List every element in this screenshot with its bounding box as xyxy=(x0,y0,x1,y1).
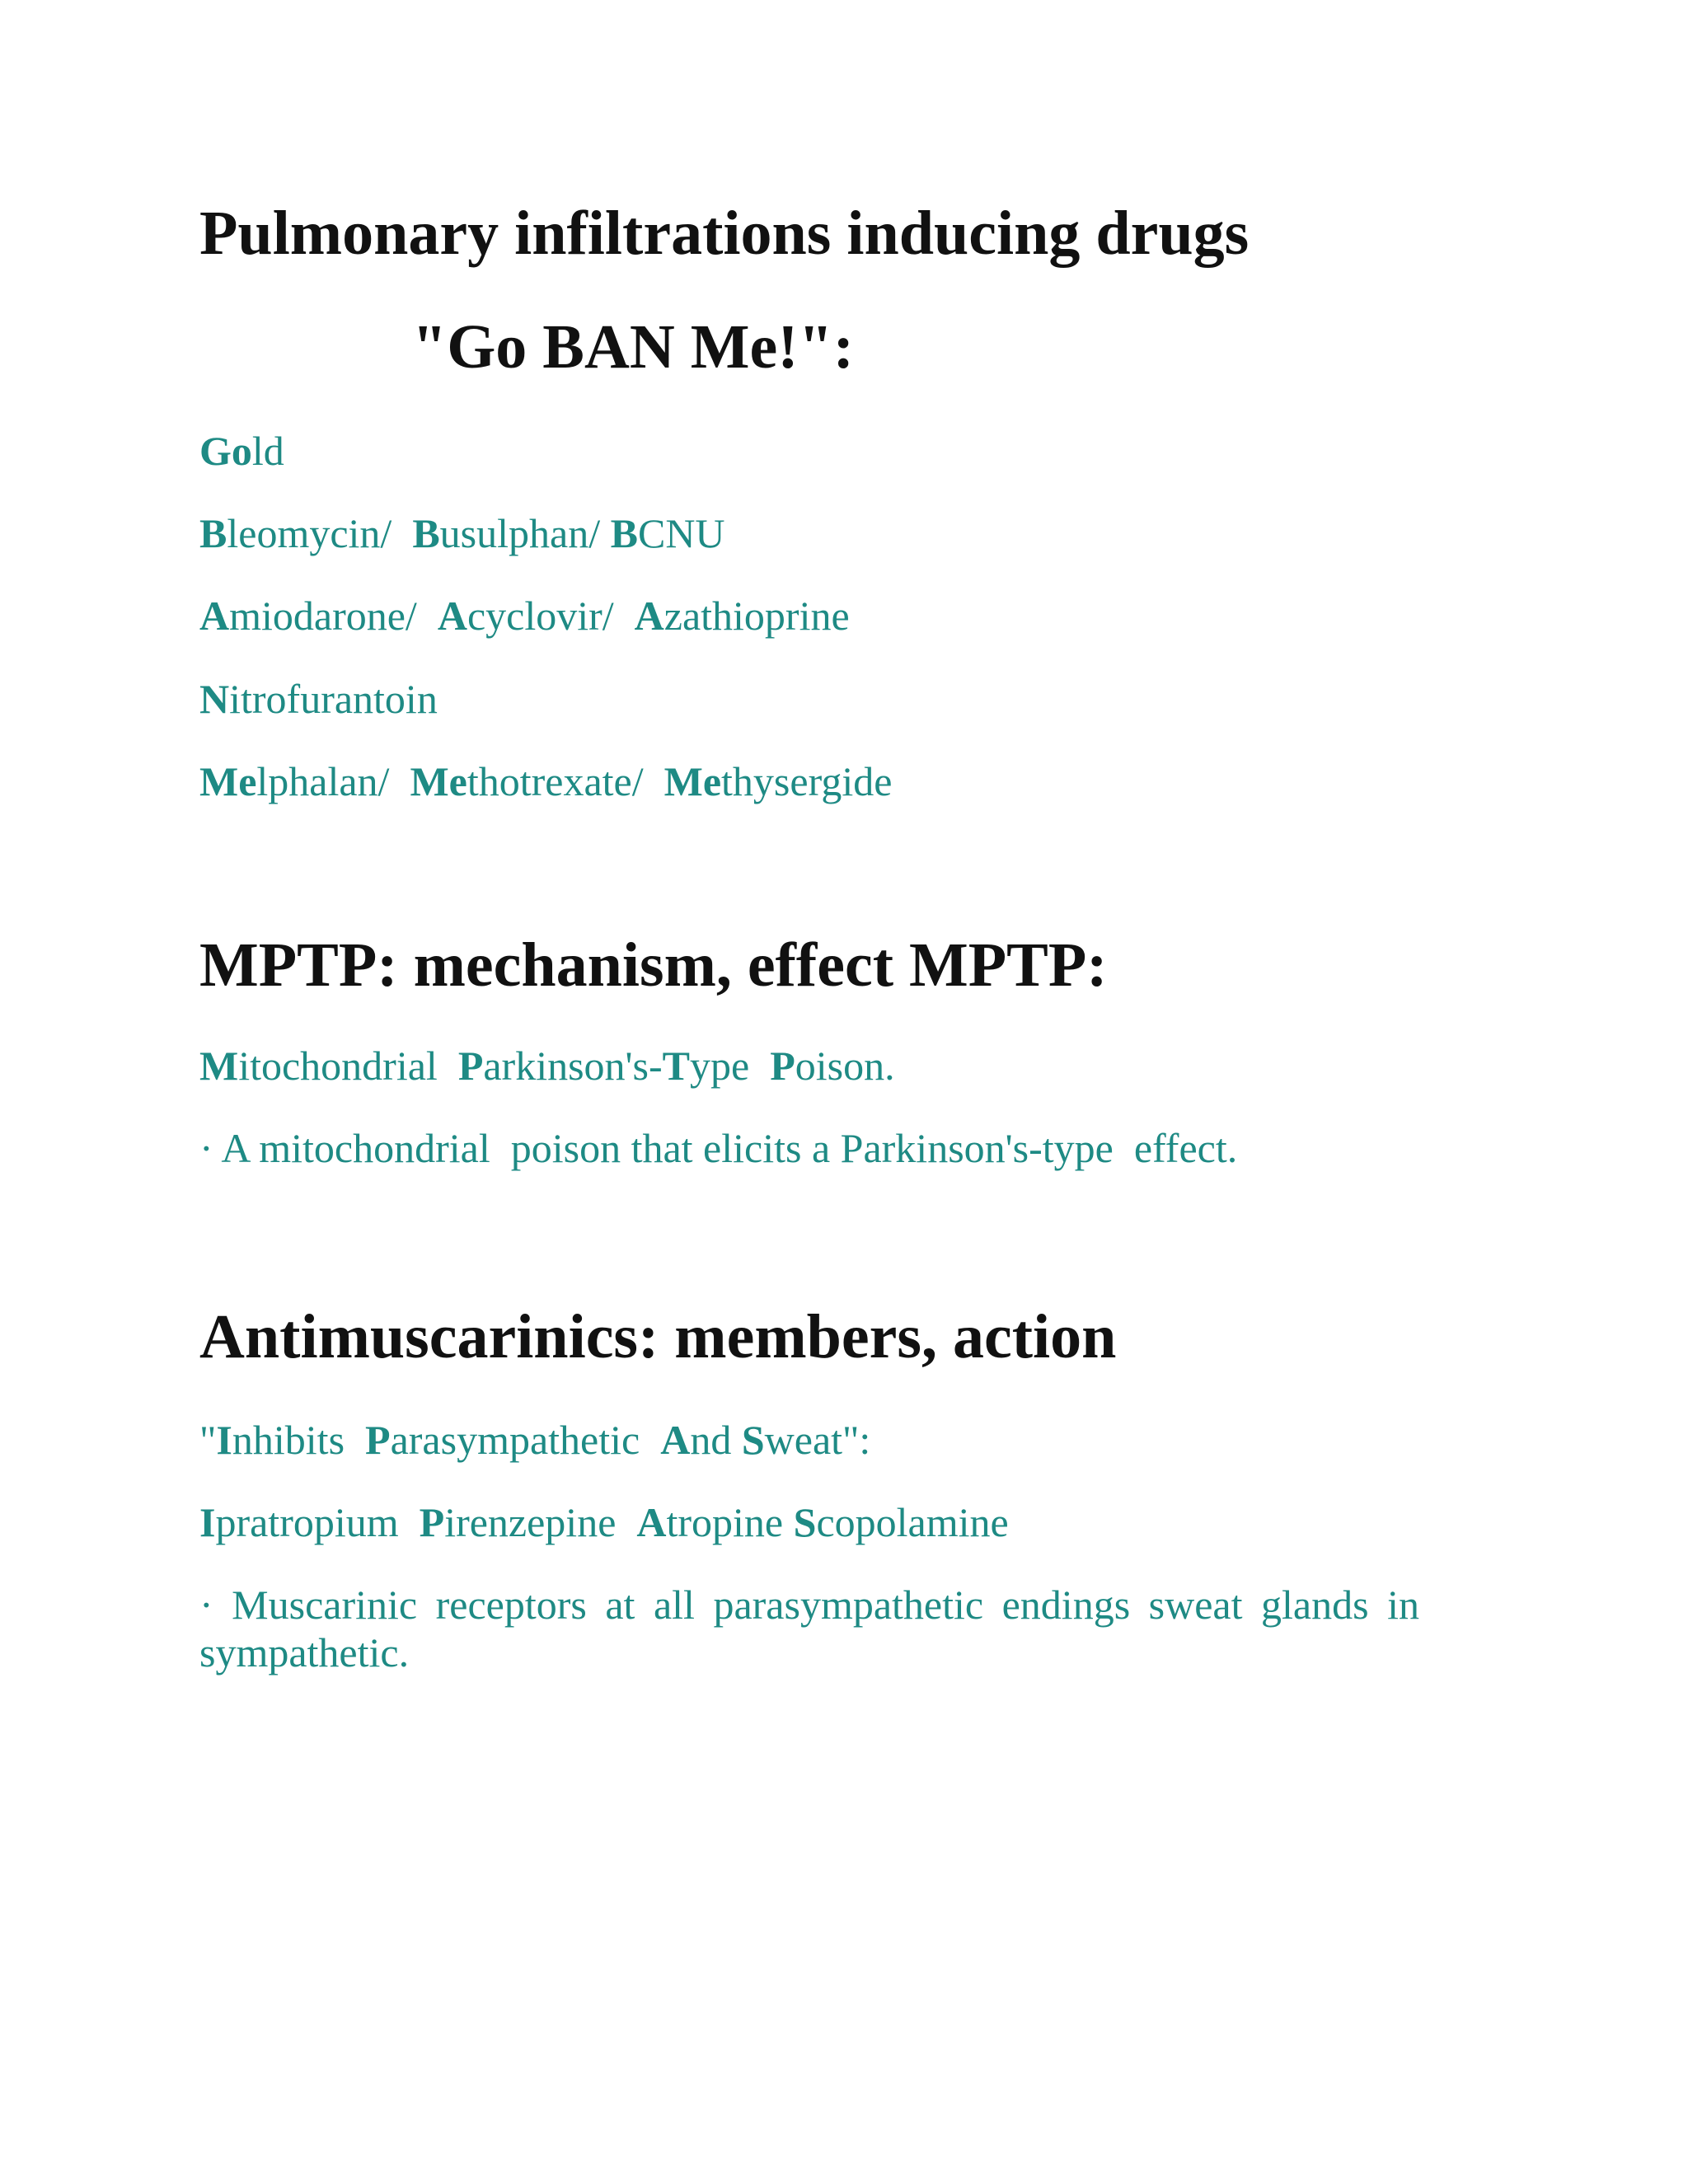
mnemonic-letter: A xyxy=(199,593,230,639)
description-line xyxy=(199,1127,1237,1169)
mnemonic-letter: P xyxy=(457,1043,484,1089)
text-segment: · A mitochondrial poison that elicits a Parkinson's-type effect. xyxy=(199,1125,1238,1171)
mnemonic-line xyxy=(199,428,284,474)
mnemonic-line xyxy=(199,1499,1009,1545)
mnemonic-line xyxy=(199,758,893,804)
mnemonic-letter: Me xyxy=(663,758,722,804)
text-segment: itrofurantoin xyxy=(229,676,438,722)
text-segment: arasympathetic xyxy=(390,1417,661,1463)
text-segment: cyclovir/ xyxy=(467,593,635,639)
mnemonic-letter: B xyxy=(199,510,227,556)
text-segment: pratropium xyxy=(215,1499,420,1545)
mnemonic-letter: A xyxy=(634,593,664,639)
mnemonic-letter: M xyxy=(199,1043,239,1089)
text-segment: nd xyxy=(690,1417,742,1463)
mnemonic-letter: Go xyxy=(199,428,252,474)
mnemonic-line xyxy=(199,1417,871,1463)
mnemonic-letter: A xyxy=(437,593,467,639)
text-segment: usulphan/ xyxy=(439,510,611,556)
mnemonic-letter: S xyxy=(793,1499,817,1545)
mnemonic-line xyxy=(199,1043,895,1089)
section-heading-antimuscarinics: Antimuscarinics: members, action xyxy=(199,1302,1117,1371)
mnemonic-letter: N xyxy=(199,676,230,722)
text-segment: ld xyxy=(251,428,284,474)
text-segment: thysergide xyxy=(721,758,893,804)
text-segment: ype xyxy=(690,1043,771,1089)
mnemonic-letter: A xyxy=(660,1417,691,1463)
text-segment: copolamine xyxy=(816,1499,1009,1545)
text-segment: itochondrial xyxy=(238,1043,458,1089)
text-segment: CNU xyxy=(637,510,725,556)
section-heading-pulmonary: Pulmonary infiltrations inducing drugs xyxy=(199,199,1250,268)
mnemonic-letter: I xyxy=(216,1417,232,1463)
text-segment: arkinson's- xyxy=(483,1043,663,1089)
description-paragraph: · Muscarinic receptors at all parasympathetic endings sweat glands in sympathetic. xyxy=(199,1582,1419,1675)
text-segment: zathioprine xyxy=(663,593,850,639)
text-segment: " xyxy=(199,1417,217,1463)
text-segment: nhibits xyxy=(232,1417,366,1463)
mnemonic-letter: S xyxy=(741,1417,765,1463)
mnemonic-letter: Me xyxy=(410,758,467,804)
text-segment: thotrexate/ xyxy=(467,758,664,804)
text-segment: lphalan/ xyxy=(256,758,410,804)
text-segment: tropine xyxy=(666,1499,794,1545)
mnemonic-line xyxy=(199,510,725,556)
mnemonic-letter: A xyxy=(636,1499,667,1545)
text-segment: oison. xyxy=(795,1043,895,1089)
text-segment: miodarone/ xyxy=(229,593,438,639)
mnemonic-letter: B xyxy=(412,510,440,556)
mnemonic-letter: P xyxy=(770,1043,795,1089)
mnemonic-letter: P xyxy=(419,1499,445,1545)
mnemonic-letter: T xyxy=(662,1043,691,1089)
mnemonic-letter: I xyxy=(199,1499,216,1545)
mnemonic-letter: P xyxy=(365,1417,391,1463)
section-heading-mptp: MPTP: mechanism, effect MPTP: xyxy=(199,930,1108,1000)
mnemonic-letter: B xyxy=(610,510,638,556)
mnemonic-letter: Me xyxy=(199,758,257,804)
mnemonic-line xyxy=(199,676,438,722)
mnemonic-heading-go-ban-me: "Go BAN Me!": xyxy=(412,312,855,382)
text-segment: irenzepine xyxy=(444,1499,637,1545)
text-segment: leomycin/ xyxy=(227,510,413,556)
mnemonic-line xyxy=(199,593,850,639)
text-segment: weat": xyxy=(764,1417,871,1463)
